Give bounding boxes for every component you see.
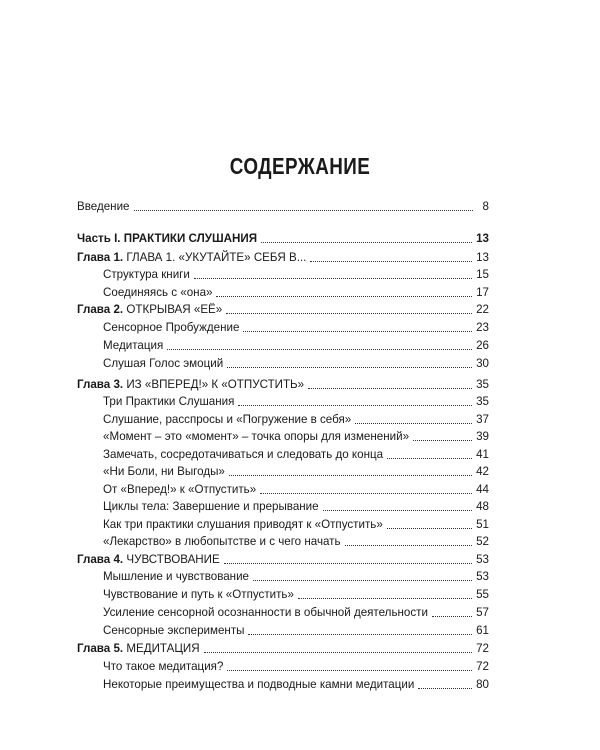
- toc-entry-title: Как три практики слушания приводят к «Отпустить»: [103, 518, 383, 531]
- page-number: 52: [476, 535, 489, 548]
- toc-entry-title: Слушая Голос эмоций: [103, 357, 224, 370]
- toc-entry-title: Мышление и чувствование: [103, 570, 250, 583]
- toc-entry: [103, 353, 489, 371]
- page-number: 55: [476, 588, 489, 601]
- toc-entry-title: Введение: [77, 200, 130, 213]
- page-title: СОДЕРЖАНИЕ: [229, 153, 371, 179]
- chapter-title: ИЗ «ВПЕРЕД!» К «ОТПУСТИТЬ»: [123, 378, 305, 391]
- toc-entry-title: От «Вперед!» к «Отпустить»: [103, 483, 257, 496]
- dot-leader: [248, 633, 472, 635]
- chapter-number: Глава 3.: [77, 378, 124, 391]
- toc-entry: [103, 656, 489, 674]
- dot-leader: [308, 387, 472, 389]
- toc-entry-title: Циклы тела: Завершение и прерывание: [103, 500, 319, 513]
- page-number: 41: [476, 448, 489, 461]
- dot-leader: [345, 544, 473, 546]
- dot-leader: [413, 439, 472, 441]
- toc-entry-title: Медитация: [103, 339, 164, 352]
- page-number: 53: [476, 553, 489, 566]
- toc-entry-title: Чувствование и путь к «Отпустить»: [103, 588, 294, 601]
- toc-entry: [103, 264, 489, 282]
- toc-entry: [77, 228, 489, 246]
- toc-entry-title: Усиление сенсорной осознанности в обычной деятельности: [103, 606, 428, 619]
- page-number: 13: [476, 251, 489, 264]
- page-number: 26: [476, 339, 489, 352]
- chapter-title: ГЛАВА 1. «УКУТАЙТЕ» СЕБЯ В...: [123, 251, 307, 264]
- toc-entry: [103, 461, 489, 479]
- dot-leader: [387, 457, 472, 459]
- page-number: 42: [476, 465, 489, 478]
- page-number: 13: [476, 232, 489, 245]
- dot-leader: [432, 615, 472, 617]
- toc-entry: [103, 496, 489, 514]
- toc-entry-title: Часть I. ПРАКТИКИ СЛУШАНИЯ: [77, 232, 258, 245]
- toc-entry: [103, 426, 489, 444]
- toc-entry-title: Сенсорные эксперименты: [103, 624, 245, 637]
- chapter-number: Глава 5.: [77, 642, 124, 655]
- dot-leader: [238, 404, 472, 406]
- dot-leader: [261, 241, 472, 243]
- page-number: 37: [476, 413, 489, 426]
- toc-entry-title: [77, 642, 202, 656]
- page-number: 72: [476, 642, 489, 655]
- dot-leader: [224, 562, 472, 564]
- page-number: 72: [476, 660, 489, 673]
- chapter-number: Глава 2.: [77, 303, 124, 316]
- toc-entry-title: Соединяясь с «она»: [103, 286, 213, 299]
- page-number: 23: [476, 321, 489, 334]
- toc-entry: [103, 514, 489, 532]
- toc-entry: [103, 409, 489, 427]
- page-number: 35: [476, 395, 489, 408]
- dot-leader: [227, 669, 472, 671]
- page-number: 53: [476, 570, 489, 583]
- page-number: 57: [476, 606, 489, 619]
- dot-leader: [243, 330, 472, 332]
- toc-entry-title: Что такое медитация?: [103, 660, 224, 673]
- toc-entry-title: Замечать, сосредотачиваться и следовать до конца: [103, 448, 384, 461]
- toc-entry: [103, 620, 489, 638]
- toc-entry: [103, 602, 489, 620]
- toc-entry: [103, 317, 489, 335]
- toc-entry: [103, 444, 489, 462]
- dot-leader: [355, 422, 472, 424]
- dot-leader: [323, 509, 472, 511]
- toc-entry-title: «Ни Боли, ни Выгоды»: [103, 465, 225, 478]
- toc-entry-title: Сенсорное Пробуждение: [103, 321, 240, 334]
- chapter-number: Глава 4.: [77, 553, 124, 566]
- toc-entry-title: Структура книги: [103, 268, 190, 281]
- page-number: 80: [476, 678, 489, 691]
- toc-entry: [103, 391, 489, 409]
- toc-entry-title: «Момент – это «момент» – точка опоры для изменений»: [103, 430, 410, 443]
- chapter-title: ОТКРЫВАЯ «ЕЁ»: [123, 303, 223, 316]
- dot-leader: [298, 597, 472, 599]
- dot-leader: [204, 651, 472, 653]
- dot-leader: [226, 312, 472, 314]
- dot-leader: [310, 260, 472, 262]
- dot-leader: [418, 687, 472, 689]
- dot-leader: [134, 209, 474, 211]
- page-number: 35: [476, 378, 489, 391]
- dot-leader: [216, 295, 472, 297]
- dot-leader: [229, 474, 472, 476]
- toc-entry: [103, 531, 489, 549]
- toc-entry: [103, 282, 489, 300]
- chapter-title: МЕДИТАЦИЯ: [123, 642, 200, 655]
- page-number: 44: [476, 483, 489, 496]
- toc-entry: [103, 479, 489, 497]
- toc-entry-title: Некоторые преимущества и подводные камни медитации: [103, 678, 415, 691]
- toc-entry: [77, 299, 489, 317]
- toc-entry-title: Три Практики Слушания: [103, 395, 235, 408]
- page-number: 22: [476, 303, 489, 316]
- page-number: 30: [476, 357, 489, 370]
- toc-entry: [77, 638, 489, 656]
- toc-entry-title: Слушание, расспросы и «Погружение в себя»: [103, 413, 352, 426]
- toc-entry-title: [77, 251, 308, 265]
- toc-entry: [103, 335, 489, 353]
- toc-entry-title: [77, 303, 224, 317]
- dot-leader: [253, 579, 472, 581]
- toc-entry: [103, 566, 489, 584]
- toc-entry: [77, 247, 489, 265]
- toc-entry-title: [77, 553, 222, 567]
- dot-leader: [260, 492, 472, 494]
- dot-leader: [227, 366, 472, 368]
- dot-leader: [194, 277, 472, 279]
- toc-entry-title: «Лекарство» в любопытстве и с чего начать: [103, 535, 341, 548]
- page-number: 8: [482, 200, 489, 213]
- page-number: 48: [476, 500, 489, 513]
- toc-entry: [77, 374, 489, 392]
- chapter-title: ЧУВСТВОВАНИЕ: [123, 553, 220, 566]
- page-number: 15: [476, 268, 489, 281]
- page-number: 51: [476, 518, 489, 531]
- dot-leader: [167, 348, 472, 350]
- toc-entry: [77, 549, 489, 567]
- page-number: 61: [476, 624, 489, 637]
- page-number: 39: [476, 430, 489, 443]
- dot-leader: [387, 527, 472, 529]
- page-number: 17: [476, 286, 489, 299]
- chapter-number: Глава 1.: [77, 251, 124, 264]
- toc-entry-title: [77, 378, 306, 392]
- toc-entry: [103, 584, 489, 602]
- toc-entry: [77, 196, 489, 214]
- toc-entry: [103, 674, 489, 692]
